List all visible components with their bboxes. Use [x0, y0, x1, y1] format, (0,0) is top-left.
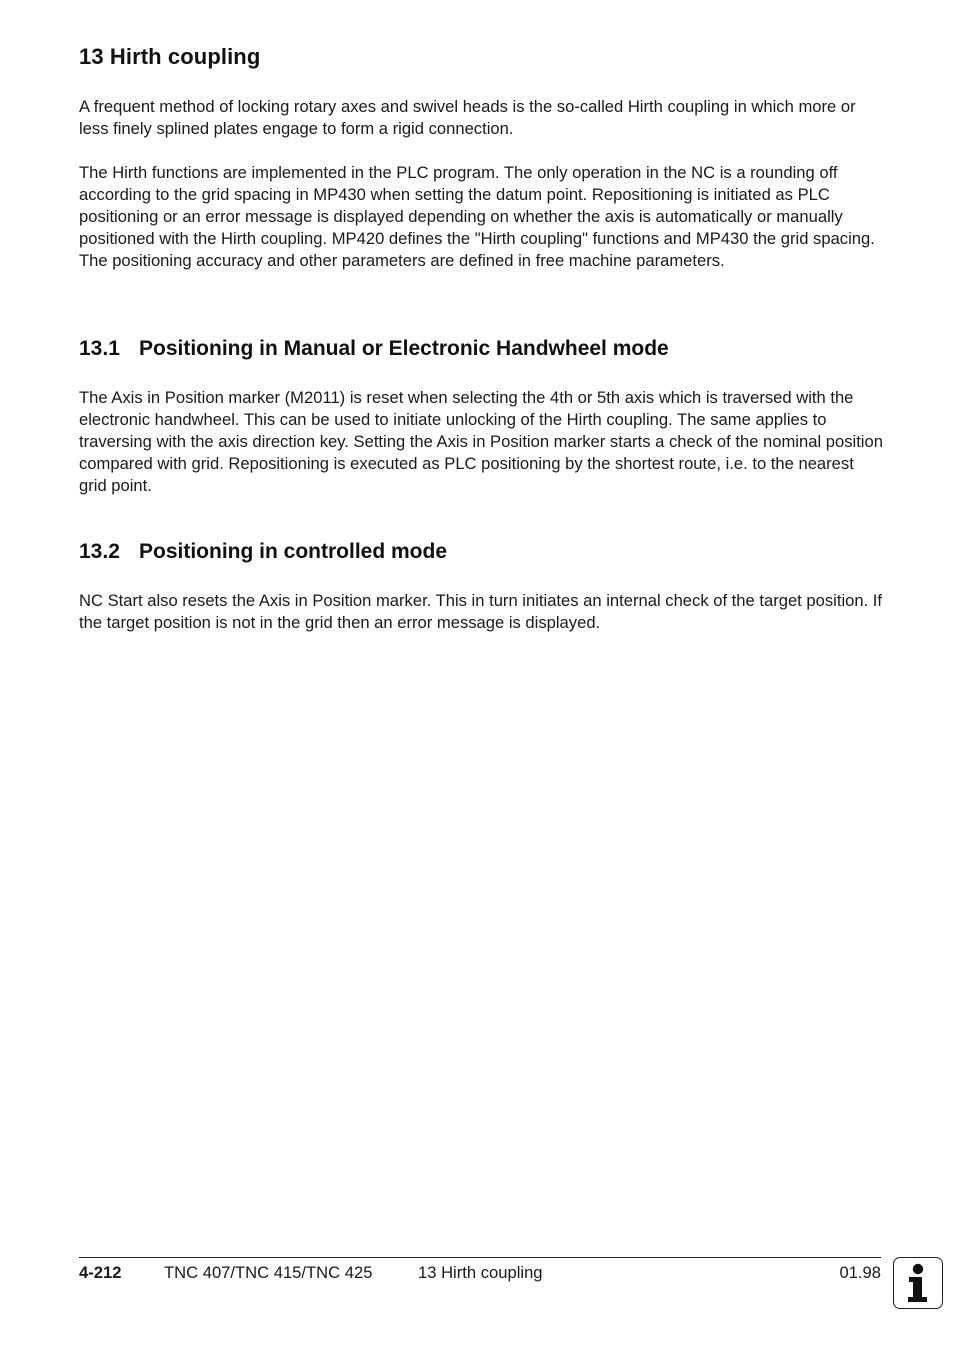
footer-date: 01.98 — [839, 1263, 881, 1282]
footer-chapter: 13 Hirth coupling — [418, 1263, 543, 1282]
section-1-body: The Axis in Position marker (M2011) is reset when selecting the 4th or 5th axis which is traversed with the electronic handwheel. This can be used to initiate unlocking of the Hirth coupling. The same applies to traversing with the axis direction key. Setting the Axis in Position marker starts a check of the nominal position compared with grid. Repositioning is executed as PLC positioning by the shortest route, i.e. to the nearest grid point. — [79, 388, 883, 495]
section-1-number: 13.1 — [79, 337, 120, 360]
section-1-heading — [79, 337, 669, 361]
section-2-number: 13.2 — [79, 540, 120, 563]
page-footer — [79, 1257, 881, 1282]
footer-model: TNC 407/TNC 415/TNC 425 — [164, 1263, 373, 1282]
footer-page-number: 4-212 — [79, 1263, 122, 1282]
chapter-heading: 13 Hirth coupling — [79, 44, 261, 69]
section-1-title: Positioning in Manual or Electronic Handwheel mode — [139, 337, 669, 360]
intro-paragraph-1: A frequent method of locking rotary axes and swivel heads is the so-called Hirth coupling in which more or less finely splined plates engage to form a rigid connection. — [79, 97, 856, 138]
section-2-title: Positioning in controlled mode — [139, 540, 447, 563]
info-icon — [893, 1257, 943, 1309]
section-2-heading — [79, 540, 447, 564]
section-2-body: NC Start also resets the Axis in Position marker. This in turn initiates an internal check of the target position. If the target position is not in the grid then an error message is displayed. — [79, 591, 883, 632]
intro-paragraph-2: The Hirth functions are implemented in the PLC program. The only operation in the NC is a rounding off according to the grid spacing in MP430 when setting the datum point. Repositioning is initiated as PLC positioning or an error message is displayed depending on whether the axis is automatically or manually positioned with the Hirth coupling. MP420 defines the "Hirth coupling" functions and MP430 the grid spacing. The positioning accuracy and other parameters are defined in free machine parameters. — [79, 163, 875, 270]
